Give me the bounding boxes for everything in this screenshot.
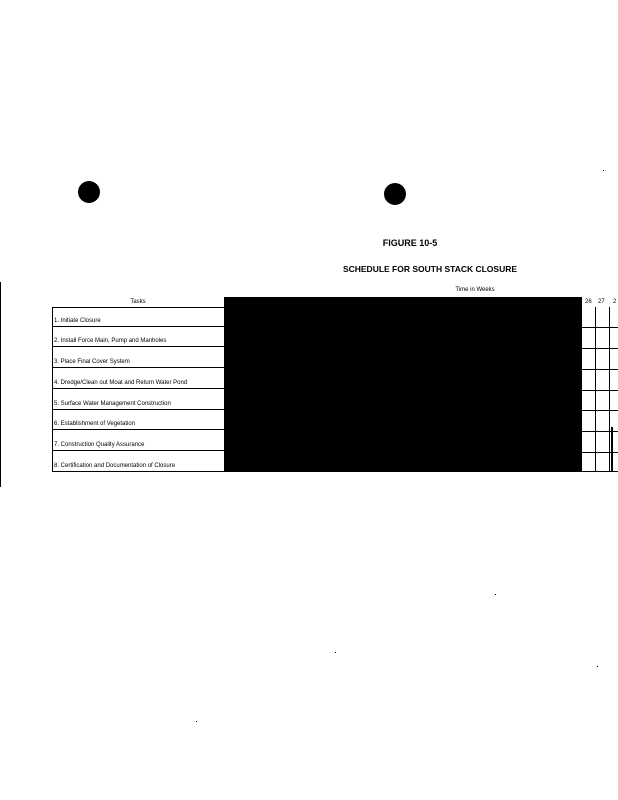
week-grid-row-line <box>582 410 618 411</box>
figure-subtitle: SCHEDULE FOR SOUTH STACK CLOSURE <box>342 264 518 274</box>
scan-speck <box>495 594 496 595</box>
task-row <box>53 390 225 410</box>
scan-speck <box>603 170 604 171</box>
schedule-table <box>52 297 618 472</box>
task-label: 7. Construction Quality Assurance <box>54 442 145 448</box>
week-header-27: 27 <box>598 299 605 305</box>
task-row <box>53 348 225 368</box>
week-grid-row-line <box>582 348 618 349</box>
task-label: 5. Surface Water Management Construction <box>54 401 171 407</box>
week-grid-row-line <box>582 452 618 453</box>
task-row <box>53 452 225 472</box>
task-label: 8. Certification and Documentation of Closure <box>54 463 176 469</box>
week-grid-line-bold <box>611 427 613 472</box>
task-row <box>53 431 225 451</box>
figure-title: FIGURE 10-5 <box>382 238 438 248</box>
week-grid-row-line <box>582 390 618 391</box>
punch-hole-left <box>78 181 100 203</box>
task-label: 2. Install Force Main, Pump and Manholes <box>54 338 167 344</box>
punch-hole-right <box>384 183 406 205</box>
task-row <box>53 410 225 430</box>
time-in-weeks-label: Time in Weeks <box>455 287 495 293</box>
week-grid-row-line <box>582 369 618 370</box>
scan-speck <box>597 666 598 667</box>
scan-edge-line <box>0 282 1 487</box>
week-columns <box>582 297 618 472</box>
task-label: 1. Initiate Closure <box>54 318 101 324</box>
task-label: 3. Place Final Cover System <box>54 359 130 365</box>
redacted-timeline-block <box>224 297 582 472</box>
week-header-28: 2 <box>613 299 617 305</box>
week-header-26: 26 <box>585 299 592 305</box>
task-label: 6. Establishment of Vegetation <box>54 421 136 427</box>
task-row <box>53 307 225 327</box>
week-grid-row-line <box>582 431 618 432</box>
tasks-column-header: Tasks <box>52 297 224 308</box>
scan-speck <box>196 721 197 722</box>
task-row <box>53 369 225 389</box>
task-row <box>53 327 225 347</box>
scan-speck <box>335 652 336 653</box>
task-label: 4. Dredge/Clean out Moat and Return Water Pond <box>54 380 188 386</box>
week-grid-row-line <box>582 327 618 328</box>
week-grid-row-line <box>582 471 618 472</box>
task-list <box>52 307 225 472</box>
